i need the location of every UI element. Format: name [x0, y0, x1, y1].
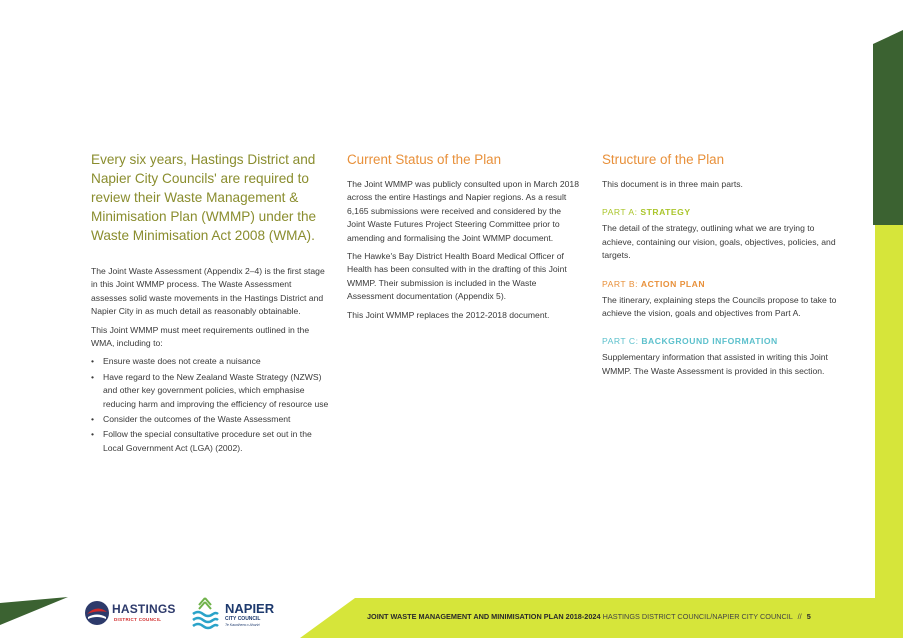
column-current-status — [347, 150, 581, 327]
part-a-heading: PART A: STRATEGY — [602, 207, 691, 218]
intro-statement: Every six years, Hastings District and Napier City Councils' are required to review their Waste Management & Minimisation Plan (WMMP) under the Waste Minimisation Act 2008 (WMA). — [91, 152, 317, 243]
page-footer — [367, 612, 811, 621]
column-intro — [91, 150, 329, 457]
part-c-heading: PART C: BACKGROUND INFORMATION — [602, 336, 778, 347]
dark-green-corner-top-right — [873, 30, 903, 225]
napier-tagline: Te Kaunihera o Ahuriri — [225, 623, 260, 627]
structure-intro: This document is in three main parts. — [602, 179, 743, 189]
hastings-logo — [84, 600, 180, 628]
part-b-text: The itinerary, explaining steps the Councils propose to take to achieve the vision, goals and objectives from Part A. — [602, 294, 837, 319]
column-structure — [602, 150, 842, 383]
napier-emblem-icon — [190, 596, 220, 630]
page-number: 5 — [806, 612, 811, 621]
part-a-text: The detail of the strategy, outlining what we are trying to achieve, containing our vision, goals, objectives, policies, and targets. — [602, 223, 836, 261]
footer-document-title: JOINT WASTE MANAGEMENT AND MINIMISATION PLAN 2018-2024 — [367, 612, 601, 621]
part-c-text: Supplementary information that assisted in writing this Joint WMMP. The Waste Assessment is provided in this section. — [602, 352, 828, 376]
col2-paragraph-2: The Hawke's Bay District Health Board Medical Officer of Health has been consulted with in the drafting of this Joint WMMP. Their submission is included in the Waste Assessment documentation (Appendix 5). — [347, 251, 567, 302]
list-item: • Ensure waste does not create a nuisance — [91, 355, 329, 368]
structure-heading: Structure of the Plan — [602, 152, 725, 167]
hastings-emblem-icon — [84, 600, 110, 626]
current-status-heading: Current Status of the Plan — [347, 152, 502, 167]
napier-subtitle: CITY COUNCIL — [225, 616, 261, 622]
napier-wordmark: NAPIER — [225, 601, 275, 616]
col1-paragraph-2: This Joint WMMP must meet requirements outlined in the WMA, including to: — [91, 324, 310, 349]
list-item: • Have regard to the New Zealand Waste Strategy (NZWS) and other key government policies, which emphasise reducing harm and improving the efficiency of resource use — [91, 371, 329, 411]
list-item: • Follow the special consultative procedure set out in the Local Government Act (LGA) (2002). — [91, 428, 329, 455]
col1-paragraph-1: The Joint Waste Assessment (Appendix 2–4) is the first stage in this Joint WMMP process. The Waste Assessment assesses solid waste movements in the Hastings District and Napier City in as much detail as reasonably obtainable. — [91, 266, 325, 317]
col2-paragraph-1: The Joint WMMP was publicly consulted upon in March 2018 across the entire Hastings and Napier regions. As a result 6,165 submissions were received and considered by the Joint Waste Futures Project Steering Committee prior to amending and formalising the Joint WMMP document. — [347, 179, 579, 243]
part-b-heading: PART B: ACTION PLAN — [602, 278, 706, 289]
hastings-wordmark: HASTINGS — [112, 602, 176, 616]
hastings-subtitle: DISTRICT COUNCIL — [114, 617, 162, 622]
napier-logo — [190, 596, 280, 632]
footer-councils: HASTINGS DISTRICT COUNCIL/NAPIER CITY COUNCIL — [602, 612, 793, 621]
footer-separator: // — [797, 612, 802, 621]
col2-paragraph-3: This Joint WMMP replaces the 2012-2018 document. — [347, 309, 550, 320]
requirements-list — [91, 355, 329, 455]
dark-green-corner-bottom-left — [0, 597, 68, 625]
list-item: • Consider the outcomes of the Waste Assessment — [91, 413, 329, 426]
